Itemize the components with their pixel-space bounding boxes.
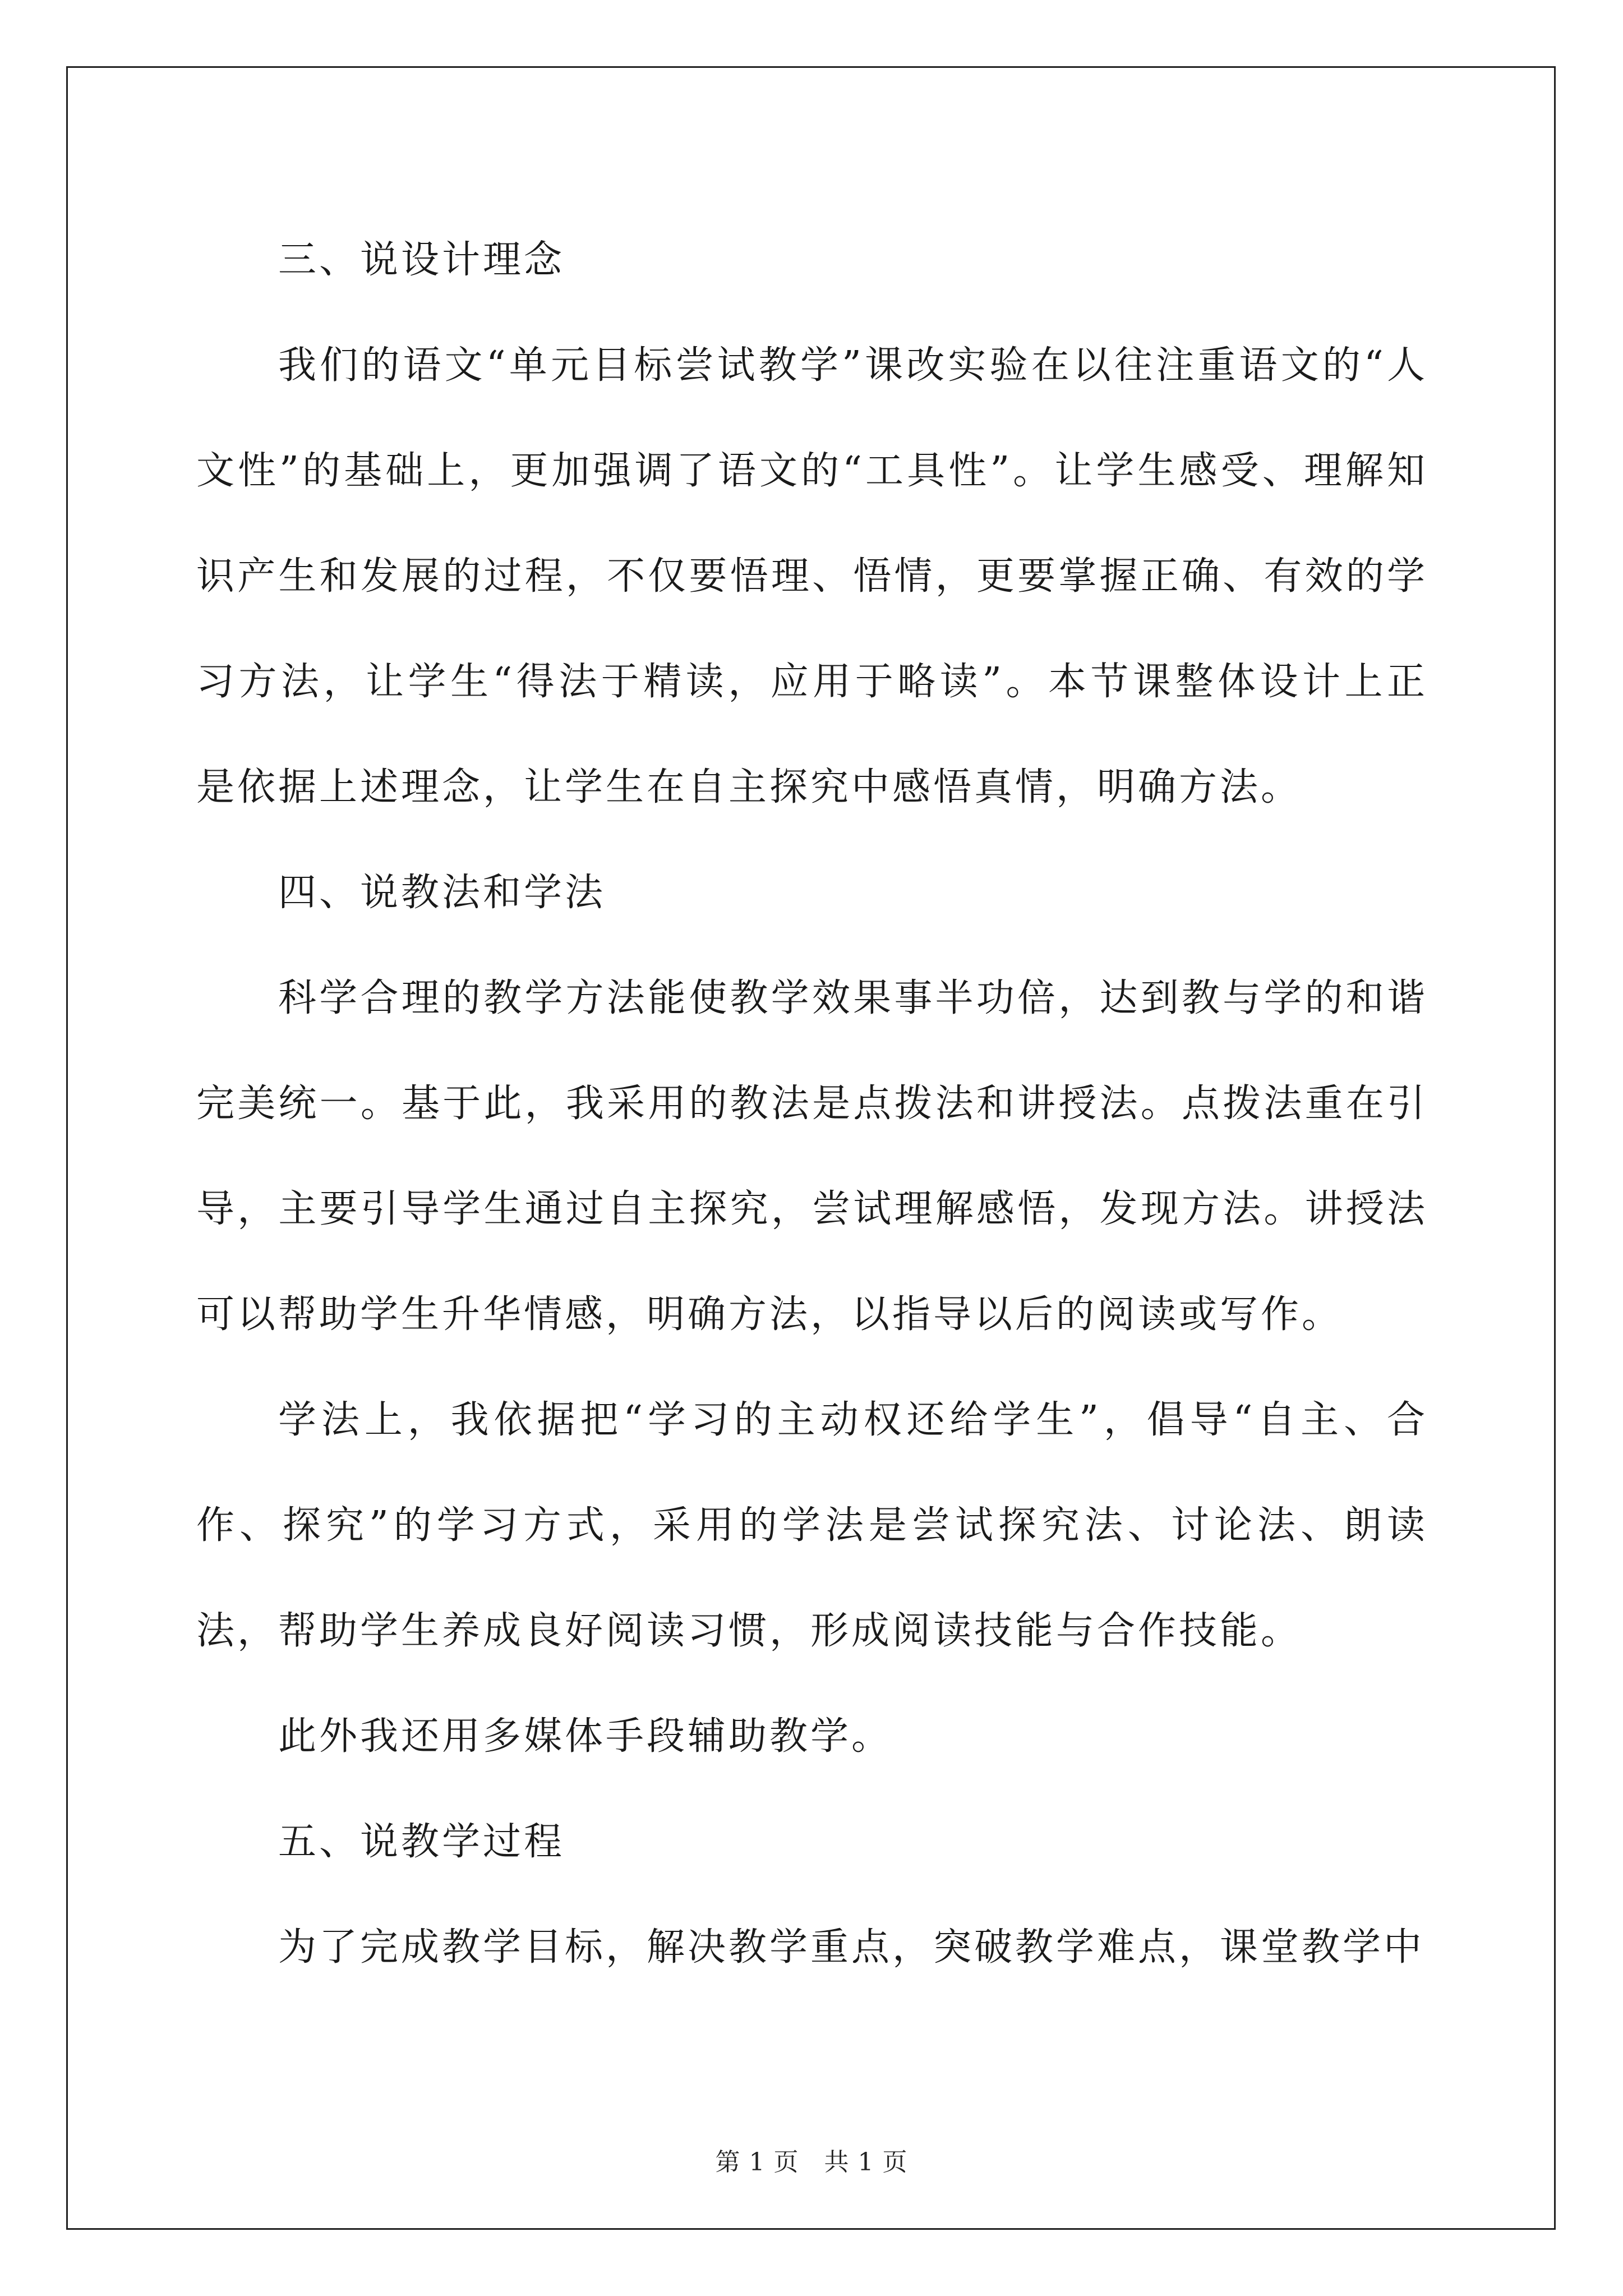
paragraph-design-concept: 我们的语文“单元目标尝试教学”课改实验在以往注重语文的“人文性”的基础上，更加强调了语文的“工具性”。让学生感受、理解知识产生和发展的过程，不仅要悟理、悟情，更要掌握正确、有效的学习方法，让学生“得法于精读，应用于略读”。本节课整体设计上正是依据上述理念，让学生在自主探究中感悟真情，明确方法。	[196, 343, 1428, 809]
page-footer: 第 1 页 共 1 页	[715, 2148, 908, 2177]
paragraph-multimedia: 此外我还用多媒体手段辅助教学。	[278, 1714, 893, 1759]
document-body	[196, 208, 1428, 2000]
section-heading-design-concept: 三、说设计理念	[278, 238, 565, 282]
paragraph-teaching-process: 为了完成教学目标，解决教学重点，突破教学难点，课堂教学中	[278, 1925, 1425, 1970]
paragraph-learning-methods: 学法上，我依据把“学习的主动权还给学生”，倡导“自主、合作、探究”的学习方式，采用的学法是尝试探究法、讨论法、朗读法，帮助学生养成良好阅读习惯，形成阅读技能与合作技能。	[196, 1398, 1428, 1653]
section-heading-teaching-methods: 四、说教法和学法	[278, 871, 606, 915]
section-heading-teaching-process: 五、说教学过程	[278, 1820, 565, 1864]
paragraph-teaching-methods: 科学合理的教学方法能使教学效果事半功倍，达到教与学的和谐完美统一。基于此，我采用的教法是点拨法和讲授法。点拨法重在引导，主要引导学生通过自主探究，尝试理解感悟，发现方法。讲授法可以帮助学生升华情感，明确方法，以指导以后的阅读或写作。	[196, 976, 1428, 1337]
